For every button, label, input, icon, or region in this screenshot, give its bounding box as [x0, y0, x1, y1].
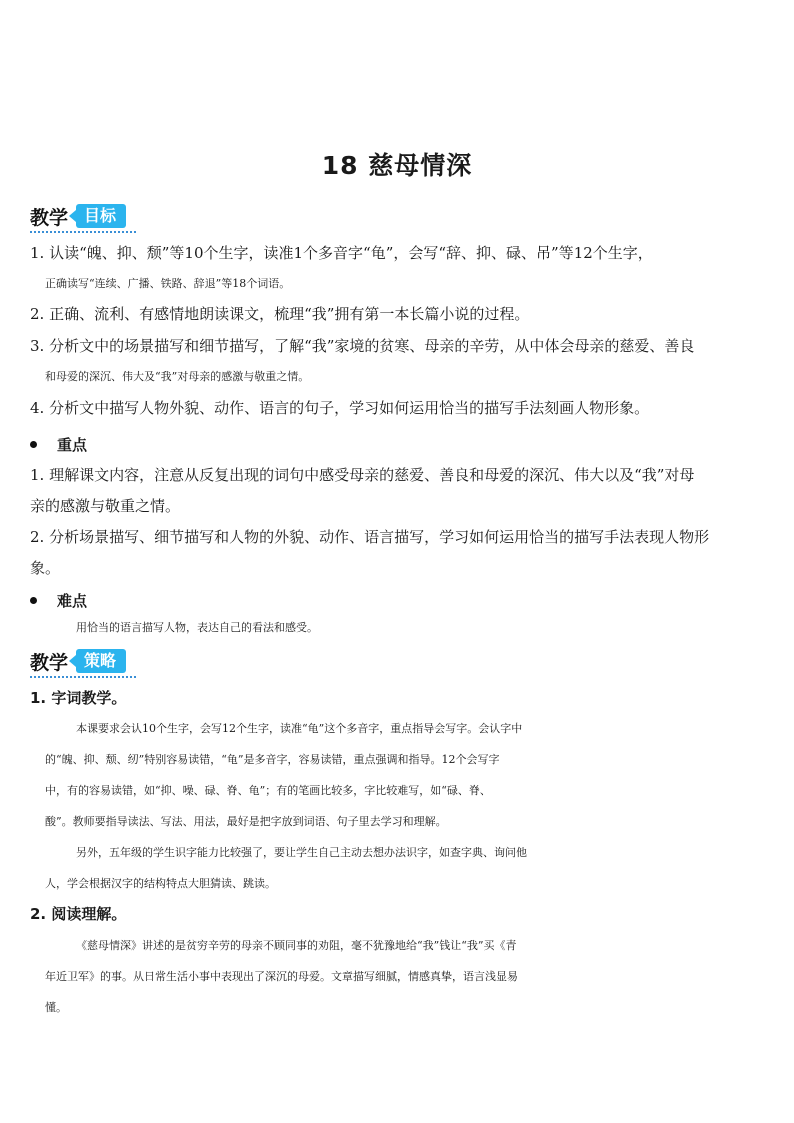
strategy-line: 的“魄、抑、颓、纫”特别容易读错，“龟”是多音字，容易读错，重点强调和指导。12个会写字 — [45, 753, 500, 766]
section-head-objectives — [30, 201, 126, 231]
key-point-line: 1. 理解课文内容，注意从反复出现的词句中感受母亲的慈爱、善良和母爱的深沉、伟大以及“我”对母 — [30, 466, 695, 484]
section-divider — [30, 231, 136, 233]
objective-line: 正确读写“连续、广播、铁路、辞退”等18个词语。 — [45, 277, 291, 290]
key-points-heading — [30, 432, 87, 456]
strategy-line: 酸”。教师要指导读法、写法、用法，最好是把字放到词语、句子里去学习和理解。 — [45, 815, 447, 828]
section-head-strategy — [30, 646, 126, 676]
section-tag-strategy: 策略 — [76, 649, 126, 673]
objective-line: 4. 分析文中描写人物外貌、动作、语言的句子，学习如何运用恰当的描写手法刻画人物形象。 — [30, 399, 650, 417]
strategy-subheading: 2. 阅读理解。 — [30, 905, 127, 923]
strategy-line: 本课要求会认10个生字，会写12个生字，读准“龟”这个多音字，重点指导会写字。会认字中 — [76, 722, 523, 735]
strategy-line: 《慈母情深》讲述的是贫穷辛劳的母亲不顾同事的劝阻，毫不犹豫地给“我”钱让“我”买《青 — [76, 939, 517, 952]
strategy-line: 人，学会根据汉字的结构特点大胆猜读、跳读。 — [45, 877, 276, 890]
key-point-line: 2. 分析场景描写、细节描写和人物的外貌、动作、语言描写，学习如何运用恰当的描写手法表现人物形 — [30, 528, 710, 546]
key-points-label: 重点 — [57, 435, 88, 454]
strategy-line: 懂。 — [45, 1001, 67, 1014]
difficulties-text: 用恰当的语言描写人物，表达自己的看法和感受。 — [76, 621, 318, 634]
key-point-line: 象。 — [30, 559, 61, 577]
objective-line: 3. 分析文中的场景描写和细节描写，了解“我”家境的贫寒、母亲的辛劳，从中体会母亲的慈爱、善良 — [30, 337, 695, 355]
strategy-line: 另外，五年级的学生识字能力比较强了，要让学生自己主动去想办法识字，如查字典、询问他 — [76, 846, 527, 859]
section-head-main: 教学 — [30, 206, 69, 229]
difficulties-heading — [30, 588, 87, 612]
section-tag-objectives: 目标 — [76, 204, 126, 228]
difficulties-label: 难点 — [57, 591, 88, 610]
objective-line: 和母爱的深沉、伟大及“我”对母亲的感激与敬重之情。 — [45, 370, 310, 383]
section-divider — [30, 676, 136, 678]
bullet-icon — [30, 441, 37, 448]
page-title: 18 慈母情深 — [321, 151, 473, 180]
section-head-main: 教学 — [30, 651, 69, 674]
bullet-icon — [30, 597, 37, 604]
objective-line: 2. 正确、流利、有感情地朗读课文，梳理“我”拥有第一本长篇小说的过程。 — [30, 305, 530, 323]
strategy-line: 中，有的容易读错，如“抑、噪、碌、脊、龟”；有的笔画比较多，字比较难写，如“碌、脊、 — [45, 784, 491, 797]
strategy-subheading: 1. 字词教学。 — [30, 689, 127, 707]
objective-line: 1. 认读“魄、抑、颓”等10个生字，读准1个多音字“龟”，会写“辞、抑、碌、吊”等12个生字， — [30, 244, 653, 262]
strategy-line: 年近卫军》的事。从日常生活小事中表现出了深沉的母爱。文章描写细腻，情感真挚，语言浅显易 — [45, 970, 518, 983]
key-point-line: 亲的感激与敬重之情。 — [30, 497, 181, 515]
